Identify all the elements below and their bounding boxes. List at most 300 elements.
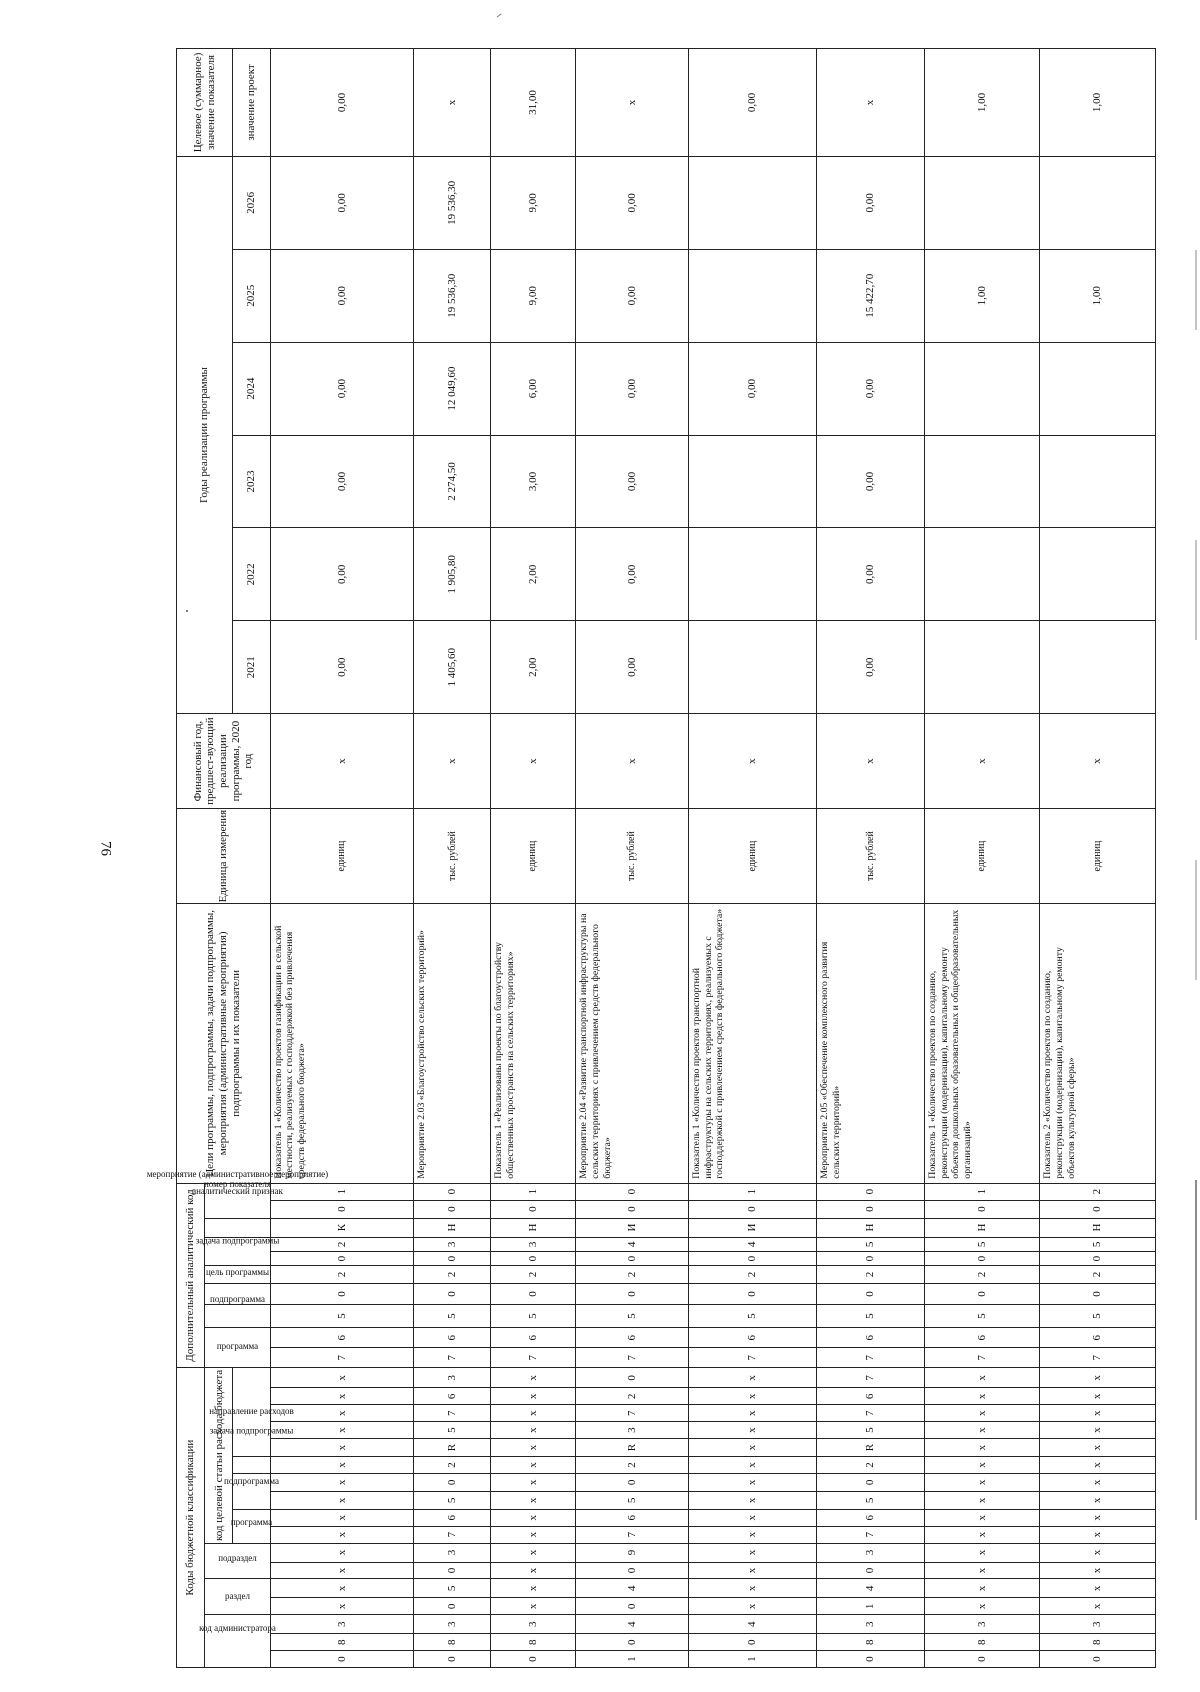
row-year-value [1040, 528, 1156, 621]
year-header: 2024 [233, 342, 270, 435]
budget-code-digit: 0 [924, 1651, 1039, 1668]
table-row [270, 49, 414, 1668]
additional-code-digit: 7 [688, 1348, 816, 1368]
row-year-value: 0,00 [270, 249, 414, 342]
additional-code-digit: 6 [270, 1328, 414, 1348]
additional-code-digit: 0 [1040, 1252, 1156, 1266]
budget-code-digit: 5 [817, 1422, 925, 1439]
rotated-table-container [146, 48, 1156, 1668]
row-target: х [817, 49, 925, 157]
row-name: Показатель 1 «Количество проектов газификации в сельской местности, реализуемых с господдержкой без привлечения средств федерального бюджета» [270, 904, 414, 1184]
row-unit: тыс. рублей [576, 809, 689, 904]
budget-code-digit: 3 [924, 1615, 1039, 1634]
budget-code-digit: х [1040, 1598, 1156, 1615]
budget-code-digit: х [270, 1509, 414, 1526]
additional-code-digit: 7 [270, 1348, 414, 1368]
zadacha-header: задача подпрограммы [233, 1457, 270, 1474]
budget-code-digit: х [1040, 1491, 1156, 1509]
budget-code-digit: 4 [688, 1615, 816, 1634]
budget-code-digit: R [414, 1439, 491, 1457]
additional-code-digit: 5 [270, 1305, 414, 1328]
budget-code-digit: х [270, 1422, 414, 1439]
budget-code-digit: 8 [491, 1634, 576, 1651]
budget-code-digit: 0 [817, 1651, 925, 1668]
additional-code-digit: 0 [270, 1252, 414, 1266]
additional-code-digit: 3 [491, 1237, 576, 1252]
budget-code-digit: х [491, 1579, 576, 1598]
add-programma-header: программа [205, 1328, 270, 1368]
row-year-value [688, 621, 816, 714]
budget-code-digit: х [1040, 1543, 1156, 1562]
budget-code-digit: х [924, 1491, 1039, 1509]
additional-code-digit: 0 [924, 1283, 1039, 1304]
budget-code-digit: 0 [414, 1651, 491, 1668]
add-priznak-header: аналитический признак [205, 1218, 270, 1237]
additional-code-digit: 1 [491, 1183, 576, 1200]
budget-code-digit: 4 [817, 1579, 925, 1598]
additional-code-digit: 1 [924, 1183, 1039, 1200]
budget-code-digit: х [1040, 1388, 1156, 1405]
budget-code-digit: х [688, 1579, 816, 1598]
budget-code-digit: 0 [1040, 1651, 1156, 1668]
budget-code-digit: х [491, 1543, 576, 1562]
budget-code-digit: х [270, 1562, 414, 1579]
row-name: Мероприятие 2.04 «Развитие транспортной инфраструктуры на сельских территориях с привлечением средств федерального бюджета» [576, 904, 689, 1184]
additional-code-digit: 5 [817, 1305, 925, 1328]
row-year-value: 1,00 [1040, 249, 1156, 342]
budget-code-digit: 0 [817, 1562, 925, 1579]
row-target: 31,00 [491, 49, 576, 157]
budget-code-digit: х [1040, 1526, 1156, 1543]
budget-code-digit: х [924, 1473, 1039, 1491]
row-year-value: 2 274,50 [414, 435, 491, 528]
row-name: Показатель 1 «Реализованы проекты по благоустройству общественных пространств на сельских территориях» [491, 904, 576, 1184]
budget-code-digit: 0 [576, 1562, 689, 1579]
additional-code-digit: 5 [688, 1305, 816, 1328]
additional-code-digit: 0 [414, 1252, 491, 1266]
year-header: 2023 [233, 435, 270, 528]
budget-code-digit: 0 [414, 1473, 491, 1491]
additional-code-digit: 6 [491, 1328, 576, 1348]
add-nomer-header: номер показателя [205, 1183, 270, 1218]
budget-code-digit: х [688, 1543, 816, 1562]
budget-code-digit: 6 [817, 1388, 925, 1405]
budget-code-digit: х [688, 1439, 816, 1457]
budget-code-digit: 0 [576, 1473, 689, 1491]
additional-code-digit: 6 [924, 1328, 1039, 1348]
table-row [491, 49, 576, 1668]
target-code-header: код целевой статьи расхода бюджета [205, 1368, 233, 1543]
additional-code-digit: 0 [817, 1252, 925, 1266]
page-number: 76 [97, 841, 114, 856]
budget-code-digit: х [924, 1598, 1039, 1615]
budget-code-digit: 0 [576, 1368, 689, 1388]
budget-code-digit: х [688, 1526, 816, 1543]
add-cel-header: цель программы [205, 1283, 270, 1304]
additional-code-digit: 0 [576, 1183, 689, 1200]
additional-code-digit: 5 [576, 1305, 689, 1328]
additional-code-digit: 4 [688, 1237, 816, 1252]
budget-code-digit: х [1040, 1509, 1156, 1526]
budget-code-digit: х [688, 1368, 816, 1388]
add-meropriyatie-header: мероприятие (административное мероприятие) [205, 1237, 270, 1265]
table-row [1040, 49, 1156, 1668]
row-year-value [1040, 156, 1156, 249]
row-year-value: 1 405,60 [414, 621, 491, 714]
row-unit: тыс. рублей [817, 809, 925, 904]
budget-code-digit: 5 [817, 1491, 925, 1509]
budget-code-digit: 0 [414, 1598, 491, 1615]
budget-code-digit: х [688, 1509, 816, 1526]
budget-code-digit: 3 [817, 1543, 925, 1562]
row-year-value [1040, 342, 1156, 435]
budget-code-digit: х [1040, 1439, 1156, 1457]
additional-code-digit: 7 [414, 1348, 491, 1368]
budget-code-digit: 3 [491, 1615, 576, 1634]
budget-code-digit: 0 [576, 1634, 689, 1651]
row-year-value: 0,00 [270, 156, 414, 249]
budget-code-digit: 2 [414, 1457, 491, 1474]
budget-code-digit: х [270, 1388, 414, 1405]
budget-code-digit: х [924, 1422, 1039, 1439]
target-sub-header: значение проект [233, 49, 270, 157]
budget-code-digit: х [270, 1368, 414, 1388]
budget-code-digit: 6 [576, 1509, 689, 1526]
row-unit: единиц [491, 809, 576, 904]
napravlenie-header: направление расходов [233, 1368, 270, 1457]
row-year-value: 15 422,70 [817, 249, 925, 342]
additional-code-digit: 0 [688, 1283, 816, 1304]
year-header: 2026 [233, 156, 270, 249]
budget-code-digit: х [924, 1526, 1039, 1543]
row-year-value: 0,00 [270, 621, 414, 714]
additional-code-digit: 6 [688, 1328, 816, 1348]
row-year-value: 0,00 [688, 342, 816, 435]
additional-code-digit: 0 [688, 1200, 816, 1218]
additional-code-digit: 0 [1040, 1200, 1156, 1218]
budget-code-digit: х [491, 1526, 576, 1543]
budget-code-digit: 8 [1040, 1634, 1156, 1651]
additional-code-digit: 0 [270, 1200, 414, 1218]
budget-code-digit: 0 [817, 1473, 925, 1491]
budget-code-digit: 1 [688, 1651, 816, 1668]
additional-code-digit: 0 [491, 1283, 576, 1304]
additional-code-digit: 0 [491, 1200, 576, 1218]
table-row [414, 49, 491, 1668]
additional-code-digit: 5 [817, 1237, 925, 1252]
row-target: х [576, 49, 689, 157]
budget-code-digit: 3 [414, 1368, 491, 1388]
additional-code-digit: Н [414, 1218, 491, 1237]
budget-code-digit: 7 [576, 1405, 689, 1422]
budget-code-digit: 3 [1040, 1615, 1156, 1634]
budget-code-digit: 8 [924, 1634, 1039, 1651]
budget-code-digit: 0 [576, 1598, 689, 1615]
row-year-value: 0,00 [817, 342, 925, 435]
budget-code-digit: 2 [576, 1457, 689, 1474]
years-group-header: Годы реализации программы [177, 156, 233, 713]
year-header: 2022 [233, 528, 270, 621]
additional-code-digit: 2 [1040, 1265, 1156, 1283]
budget-code-digit: 0 [491, 1651, 576, 1668]
row-year-value: 0,00 [270, 435, 414, 528]
budget-code-digit: х [1040, 1473, 1156, 1491]
table-row [576, 49, 689, 1668]
row-year-value [688, 528, 816, 621]
budget-code-digit: х [688, 1457, 816, 1474]
row-year-value: 0,00 [817, 621, 925, 714]
row-fin-year: х [491, 714, 576, 809]
row-year-value: 2,00 [491, 528, 576, 621]
additional-code-digit: Н [1040, 1218, 1156, 1237]
budget-code-digit: х [688, 1388, 816, 1405]
target-header: Целевое (суммарное) значение показателя [177, 49, 233, 157]
additional-code-digit: 5 [414, 1305, 491, 1328]
additional-code-digit: 3 [414, 1237, 491, 1252]
additional-code-digit: 6 [817, 1328, 925, 1348]
row-fin-year: х [817, 714, 925, 809]
additional-code-digit: 1 [270, 1183, 414, 1200]
budget-code-digit: 5 [576, 1491, 689, 1509]
row-fin-year: х [414, 714, 491, 809]
budget-code-digit: 2 [576, 1388, 689, 1405]
admin-code-header: код администратора [205, 1615, 270, 1668]
budget-code-digit: х [270, 1491, 414, 1509]
budget-code-digit: 8 [817, 1634, 925, 1651]
budget-code-digit: х [270, 1598, 414, 1615]
budget-code-digit: 0 [414, 1562, 491, 1579]
row-name: Показатель 2 «Количество проектов по созданию, реконструкции (модернизации), капитальному ремонту объектов культурной сферы» [1040, 904, 1156, 1184]
add-podprogramma-header: подпрограмма [205, 1305, 270, 1328]
row-name: Мероприятие 2.05 «Обеспечение комплексного развития сельских территорий» [817, 904, 925, 1184]
table-body [270, 49, 1155, 1668]
row-year-value [924, 156, 1039, 249]
row-year-value: 0,00 [817, 528, 925, 621]
budget-code-digit: х [924, 1579, 1039, 1598]
additional-code-digit: 2 [924, 1265, 1039, 1283]
additional-code-digit: 2 [1040, 1183, 1156, 1200]
budget-code-digit: R [576, 1439, 689, 1457]
additional-code-digit: 5 [924, 1305, 1039, 1328]
budget-code-digit: х [1040, 1405, 1156, 1422]
budget-code-digit: 3 [817, 1615, 925, 1634]
additional-code-digit: И [688, 1218, 816, 1237]
budget-code-digit: 8 [270, 1634, 414, 1651]
row-target: х [414, 49, 491, 157]
additional-code-digit: 4 [576, 1237, 689, 1252]
budget-code-digit: 0 [688, 1634, 816, 1651]
row-year-value: 0,00 [270, 528, 414, 621]
budget-code-digit: х [924, 1509, 1039, 1526]
row-fin-year: х [688, 714, 816, 809]
budget-code-digit: х [1040, 1457, 1156, 1474]
budget-code-digit: х [688, 1473, 816, 1491]
row-year-value: 9,00 [491, 156, 576, 249]
row-unit: единиц [688, 809, 816, 904]
table-row [688, 49, 816, 1668]
fin-year-header: Финансовый год, предшест-вующий реализации программы, 2020 год [177, 714, 271, 809]
additional-code-digit: 2 [491, 1265, 576, 1283]
additional-code-digit: 7 [491, 1348, 576, 1368]
budget-code-digit: х [491, 1598, 576, 1615]
row-year-value: 0,00 [576, 435, 689, 528]
budget-code-digit: х [491, 1368, 576, 1388]
budget-code-digit: 6 [414, 1388, 491, 1405]
add-zadacha-header: задача подпрограммы [205, 1265, 270, 1283]
budget-code-digit: х [688, 1562, 816, 1579]
additional-code-digit: 7 [1040, 1348, 1156, 1368]
row-year-value [688, 249, 816, 342]
budget-code-digit: х [924, 1439, 1039, 1457]
row-unit: единиц [924, 809, 1039, 904]
additional-code-digit: 1 [688, 1183, 816, 1200]
additional-code-digit: 5 [1040, 1237, 1156, 1252]
row-unit: единиц [270, 809, 414, 904]
budget-code-digit: х [688, 1598, 816, 1615]
additional-code-digit: 0 [576, 1252, 689, 1266]
budget-code-digit: х [491, 1473, 576, 1491]
additional-code-digit: 0 [270, 1283, 414, 1304]
budget-code-digit: х [924, 1543, 1039, 1562]
budget-code-digit: 3 [576, 1422, 689, 1439]
row-fin-year: х [576, 714, 689, 809]
row-year-value: 0,00 [576, 621, 689, 714]
row-year-value: 1,00 [924, 249, 1039, 342]
row-year-value: 1 905,80 [414, 528, 491, 621]
additional-code-digit: 0 [414, 1183, 491, 1200]
row-unit: тыс. рублей [414, 809, 491, 904]
row-target: 0,00 [688, 49, 816, 157]
budget-code-digit: х [491, 1405, 576, 1422]
budget-code-digit: х [1040, 1562, 1156, 1579]
additional-code-digit: 2 [576, 1265, 689, 1283]
additional-code-digit: 0 [414, 1200, 491, 1218]
row-year-value: 0,00 [270, 342, 414, 435]
unit-header: Единица измерения [177, 809, 271, 904]
row-name: Мероприятие 2.03 «Благоустройство сельских территорий» [414, 904, 491, 1184]
budget-code-digit: 2 [817, 1457, 925, 1474]
year-header: 2025 [233, 249, 270, 342]
additional-code-digit: 7 [817, 1348, 925, 1368]
additional-code-digit: 2 [688, 1265, 816, 1283]
row-fin-year: х [924, 714, 1039, 809]
row-year-value: 0,00 [576, 528, 689, 621]
budget-code-digit: 7 [817, 1526, 925, 1543]
budget-code-digit: 5 [414, 1579, 491, 1598]
programma-header: программа [233, 1509, 270, 1543]
budget-code-digit: х [1040, 1579, 1156, 1598]
additional-code-digit: 0 [817, 1200, 925, 1218]
budget-code-digit: 6 [414, 1509, 491, 1526]
row-fin-year: х [270, 714, 414, 809]
row-year-value: 19 536,30 [414, 249, 491, 342]
row-fin-year: х [1040, 714, 1156, 809]
row-year-value [1040, 435, 1156, 528]
budget-code-digit: х [491, 1388, 576, 1405]
row-unit: единиц [1040, 809, 1156, 904]
row-year-value: 3,00 [491, 435, 576, 528]
budget-table [146, 48, 1156, 1668]
row-year-value: 2,00 [491, 621, 576, 714]
row-year-value: 6,00 [491, 342, 576, 435]
table-row [817, 49, 925, 1668]
budget-code-digit: х [491, 1439, 576, 1457]
row-year-value: 0,00 [576, 156, 689, 249]
row-name: Показатель 1 «Количество проектов по созданию, реконструкции (модернизации), капитальному ремонту объектов дошкольных образовательных и общеобразовательных организаций» [924, 904, 1039, 1184]
additional-code-digit: 0 [414, 1283, 491, 1304]
razdel-header: раздел [205, 1579, 270, 1615]
additional-code-digit: И [576, 1218, 689, 1237]
additional-code-digit: 6 [414, 1328, 491, 1348]
budget-code-digit: 4 [576, 1579, 689, 1598]
budget-code-digit: х [270, 1439, 414, 1457]
budget-code-digit: х [491, 1491, 576, 1509]
row-year-value [924, 435, 1039, 528]
additional-code-digit: 0 [576, 1200, 689, 1218]
budget-code-digit: х [688, 1491, 816, 1509]
additional-code-digit: 0 [817, 1183, 925, 1200]
budget-code-digit: х [1040, 1422, 1156, 1439]
budget-code-digit: 7 [414, 1405, 491, 1422]
additional-code-header: Дополнительный аналитический код [177, 1183, 205, 1368]
budget-code-digit: х [270, 1405, 414, 1422]
additional-code-digit: 2 [414, 1265, 491, 1283]
additional-code-digit: 5 [924, 1237, 1039, 1252]
row-target: 1,00 [1040, 49, 1156, 157]
additional-code-digit: 0 [688, 1252, 816, 1266]
budget-code-digit: 5 [414, 1491, 491, 1509]
row-year-value: 0,00 [817, 435, 925, 528]
podrazdel-header: подраздел [205, 1543, 270, 1579]
additional-code-digit: Н [817, 1218, 925, 1237]
budget-code-digit: х [1040, 1368, 1156, 1388]
podprogramma-header: подпрограмма [233, 1473, 270, 1509]
year-header: 2021 [233, 621, 270, 714]
row-year-value [688, 156, 816, 249]
budget-code-digit: 5 [414, 1422, 491, 1439]
budget-code-digit: 3 [414, 1543, 491, 1562]
budget-code-digit: х [688, 1405, 816, 1422]
budget-code-digit: х [270, 1457, 414, 1474]
budget-codes-header: Коды бюджетной классификации [177, 1368, 205, 1668]
row-year-value: 12 049,60 [414, 342, 491, 435]
budget-code-digit: х [270, 1526, 414, 1543]
budget-code-digit: 6 [817, 1509, 925, 1526]
budget-code-digit: х [270, 1543, 414, 1562]
additional-code-digit: 0 [491, 1252, 576, 1266]
budget-code-digit: 7 [414, 1526, 491, 1543]
budget-code-digit: х [270, 1579, 414, 1598]
additional-code-digit: Н [491, 1218, 576, 1237]
additional-code-digit: 0 [924, 1252, 1039, 1266]
row-target: 0,00 [270, 49, 414, 157]
additional-code-digit: К [270, 1218, 414, 1237]
row-year-value [1040, 621, 1156, 714]
budget-code-digit: 1 [576, 1651, 689, 1668]
budget-code-digit: х [491, 1509, 576, 1526]
row-target: 1,00 [924, 49, 1039, 157]
budget-code-digit: 7 [817, 1368, 925, 1388]
additional-code-digit: 0 [576, 1283, 689, 1304]
row-year-value: 0,00 [576, 249, 689, 342]
budget-code-digit: 1 [817, 1598, 925, 1615]
budget-code-digit: х [491, 1422, 576, 1439]
budget-code-digit: 7 [576, 1526, 689, 1543]
budget-code-digit: 8 [414, 1634, 491, 1651]
budget-code-digit: 9 [576, 1543, 689, 1562]
additional-code-digit: Н [924, 1218, 1039, 1237]
budget-code-digit: х [924, 1457, 1039, 1474]
